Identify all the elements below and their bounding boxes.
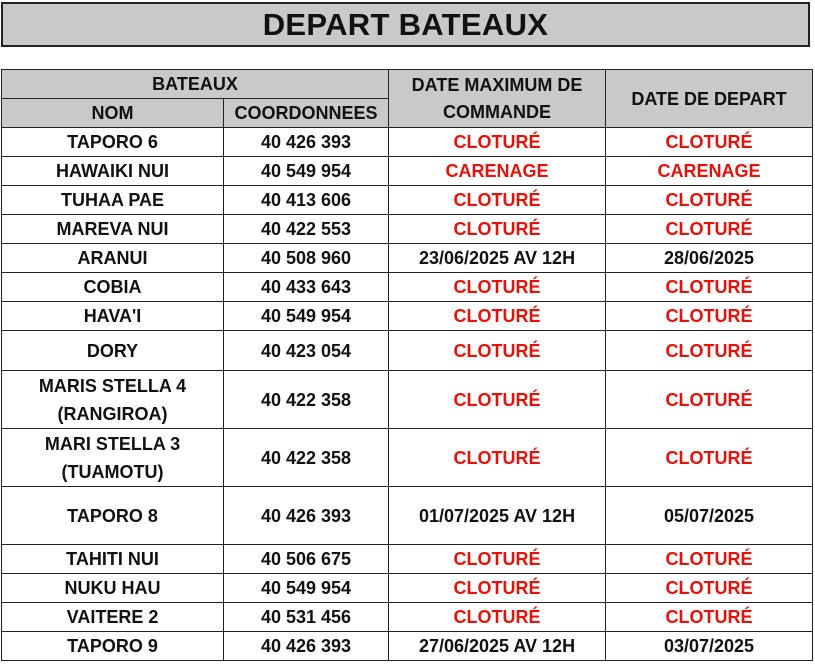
- table-row: [2, 302, 813, 331]
- cell-coordonnees: 40 422 358: [224, 429, 389, 487]
- table-row: [2, 487, 813, 545]
- cell-date-depart: CLOTURÉ: [606, 371, 813, 429]
- cell-date-depart: 03/07/2025: [606, 632, 813, 661]
- cell-date-max: CLOTURÉ: [389, 186, 606, 215]
- page-title: DEPART BATEAUX: [262, 6, 549, 42]
- table-row: [2, 331, 813, 371]
- boat-name: TAPORO 6: [67, 132, 158, 152]
- table-row: [2, 186, 813, 215]
- cell-coordonnees: 40 549 954: [224, 574, 389, 603]
- header-coordonnees: COORDONNEES: [224, 99, 389, 128]
- header-group-bateaux: BATEAUX: [2, 70, 389, 99]
- table-row: [2, 244, 813, 273]
- boat-name: NUKU HAU: [64, 578, 161, 598]
- cell-nom: [2, 128, 224, 157]
- cell-coordonnees: 40 549 954: [224, 302, 389, 331]
- cell-date-max: CLOTURÉ: [389, 545, 606, 574]
- cell-nom: [2, 487, 224, 545]
- cell-nom: [2, 215, 224, 244]
- cell-nom: [2, 574, 224, 603]
- cell-date-depart: CLOTURÉ: [606, 574, 813, 603]
- table-row: [2, 128, 813, 157]
- cell-date-max: CLOTURÉ: [389, 331, 606, 371]
- boat-name: TAPORO 9: [67, 636, 158, 656]
- boat-name: ARANUI: [77, 248, 148, 268]
- cell-date-max: CLOTURÉ: [389, 429, 606, 487]
- cell-coordonnees: 40 423 054: [224, 331, 389, 371]
- table-row: [2, 574, 813, 603]
- cell-coordonnees: 40 433 643: [224, 273, 389, 302]
- cell-coordonnees: 40 508 960: [224, 244, 389, 273]
- cell-date-depart: CARENAGE: [606, 157, 813, 186]
- cell-date-max: CLOTURÉ: [389, 603, 606, 632]
- table-row: [2, 215, 813, 244]
- cell-date-depart: CLOTURÉ: [606, 215, 813, 244]
- cell-date-max: 01/07/2025 AV 12H: [389, 487, 606, 545]
- cell-date-depart: CLOTURÉ: [606, 603, 813, 632]
- cell-date-max: CLOTURÉ: [389, 273, 606, 302]
- cell-date-depart: CLOTURÉ: [606, 429, 813, 487]
- boat-name: TAPORO 8: [67, 505, 158, 526]
- header-date-max: DATE MAXIMUM DE COMMANDE: [389, 70, 606, 128]
- cell-date-depart: 05/07/2025: [606, 487, 813, 545]
- cell-date-max: 23/06/2025 AV 12H: [389, 244, 606, 273]
- header-date-depart: DATE DE DEPART: [606, 70, 813, 128]
- cell-coordonnees: 40 426 393: [224, 128, 389, 157]
- cell-coordonnees: 40 413 606: [224, 186, 389, 215]
- cell-date-depart: CLOTURÉ: [606, 273, 813, 302]
- boat-name: HAWAIKI NUI: [55, 161, 169, 181]
- boat-name: TAHITI NUI: [66, 549, 159, 569]
- cell-date-max: CLOTURÉ: [389, 215, 606, 244]
- boat-name: HAVA'I: [83, 306, 142, 326]
- boat-name: TUHAA PAE: [61, 190, 164, 210]
- cell-date-depart: 28/06/2025: [606, 244, 813, 273]
- cell-nom: [2, 331, 224, 371]
- cell-nom: [2, 603, 224, 632]
- cell-coordonnees: 40 426 393: [224, 632, 389, 661]
- table-row: [2, 371, 813, 429]
- cell-nom: [2, 545, 224, 574]
- cell-date-max: 27/06/2025 AV 12H: [389, 632, 606, 661]
- cell-date-depart: CLOTURÉ: [606, 331, 813, 371]
- cell-nom: [2, 244, 224, 273]
- table-row: [2, 273, 813, 302]
- table-body: [2, 128, 813, 661]
- cell-date-max: CLOTURÉ: [389, 574, 606, 603]
- cell-nom: [2, 302, 224, 331]
- boat-name-line2: (RANGIROA): [57, 403, 168, 424]
- cell-nom: [2, 186, 224, 215]
- boat-name: VAITERE 2: [66, 607, 159, 627]
- table-row: [2, 545, 813, 574]
- boat-name: MAREVA NUI: [56, 219, 169, 239]
- table-row: [2, 157, 813, 186]
- departures-table: [1, 69, 813, 661]
- boat-name: MARI STELLA 3: [44, 433, 181, 454]
- cell-nom: [2, 371, 224, 429]
- boat-name-line2: (TUAMOTU): [61, 461, 164, 482]
- cell-coordonnees: 40 426 393: [224, 487, 389, 545]
- page-title-box: [1, 2, 810, 47]
- cell-date-max: CARENAGE: [389, 157, 606, 186]
- cell-date-depart: CLOTURÉ: [606, 186, 813, 215]
- cell-date-max: CLOTURÉ: [389, 128, 606, 157]
- cell-nom: [2, 429, 224, 487]
- cell-date-max: CLOTURÉ: [389, 302, 606, 331]
- boat-name: COBIA: [83, 277, 142, 297]
- cell-nom: [2, 632, 224, 661]
- cell-coordonnees: 40 506 675: [224, 545, 389, 574]
- cell-date-depart: CLOTURÉ: [606, 128, 813, 157]
- cell-date-depart: CLOTURÉ: [606, 302, 813, 331]
- cell-coordonnees: 40 549 954: [224, 157, 389, 186]
- table-row: [2, 603, 813, 632]
- cell-date-depart: CLOTURÉ: [606, 545, 813, 574]
- cell-coordonnees: 40 422 553: [224, 215, 389, 244]
- header-nom: NOM: [2, 99, 224, 128]
- cell-date-max: CLOTURÉ: [389, 371, 606, 429]
- cell-nom: [2, 157, 224, 186]
- cell-coordonnees: 40 422 358: [224, 371, 389, 429]
- boat-name: DORY: [86, 340, 139, 361]
- cell-nom: [2, 273, 224, 302]
- boat-name: MARIS STELLA 4: [38, 375, 187, 396]
- cell-coordonnees: 40 531 456: [224, 603, 389, 632]
- table-row: [2, 632, 813, 661]
- table-row: [2, 429, 813, 487]
